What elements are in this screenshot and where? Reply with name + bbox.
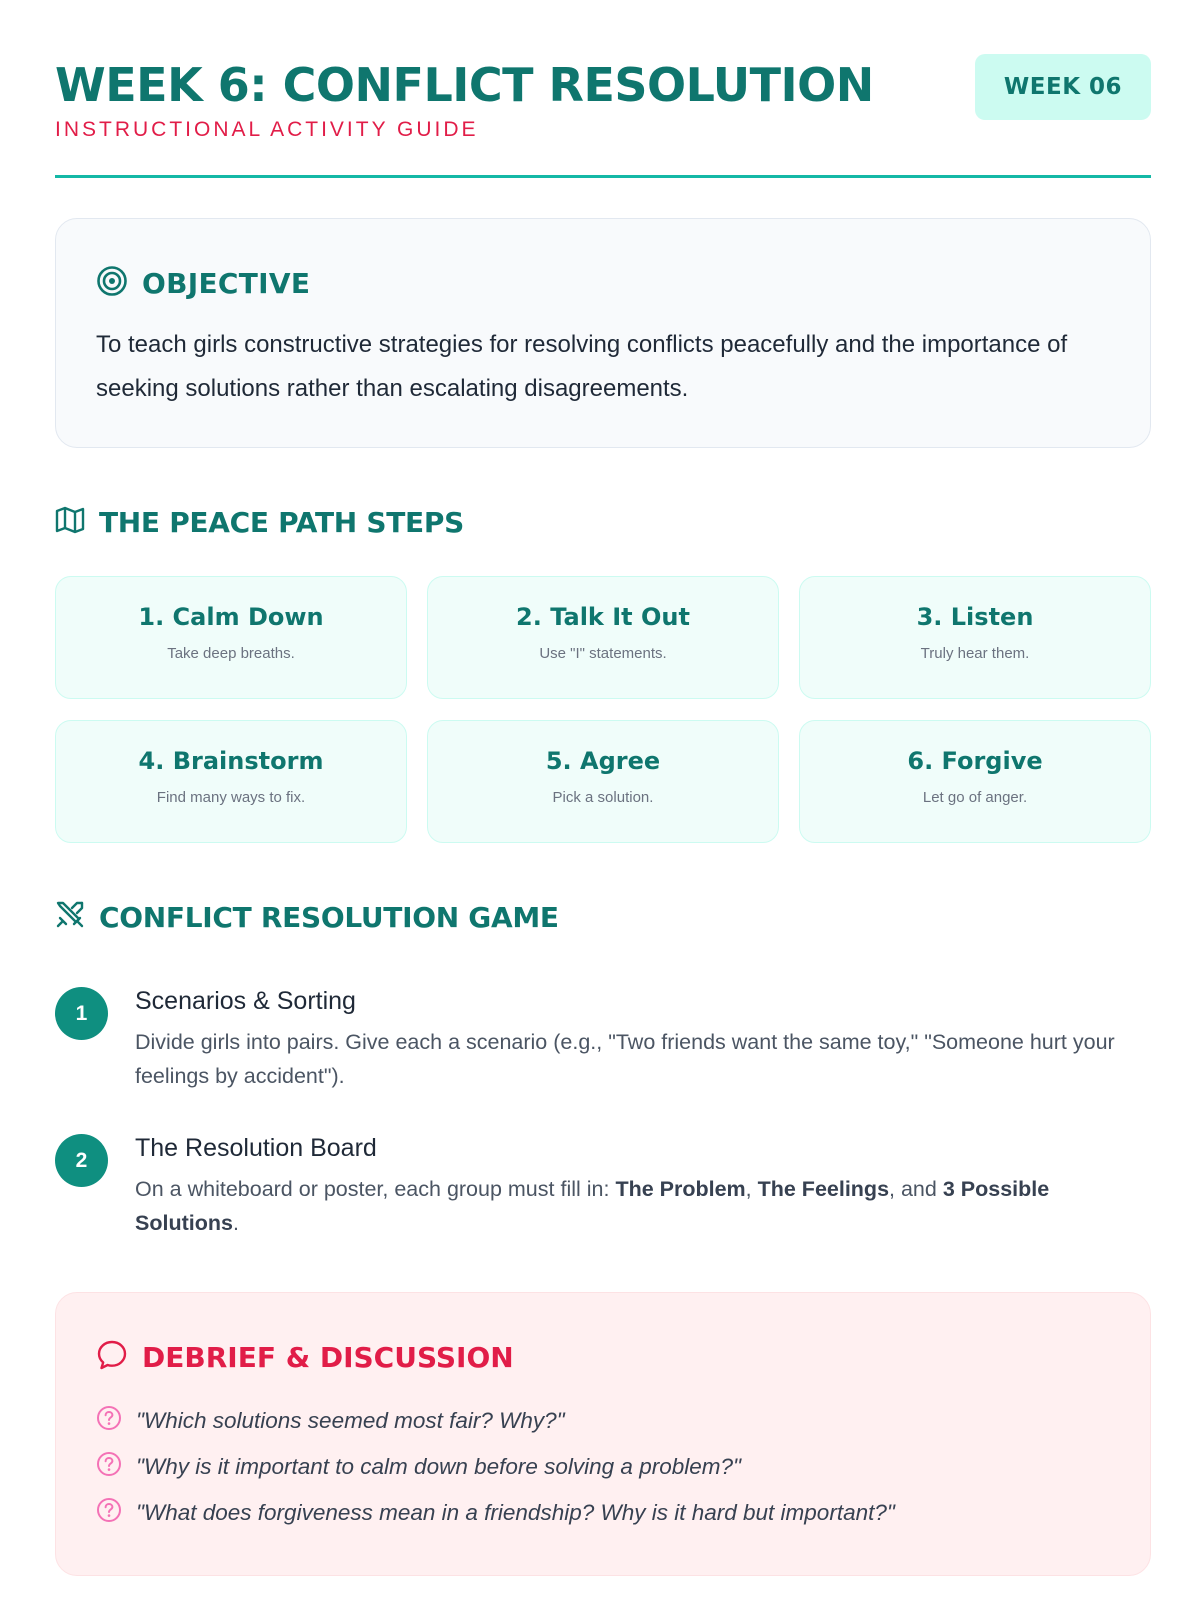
game-header (55, 900, 559, 935)
question-circle-icon (96, 1497, 122, 1528)
step-card (799, 576, 1151, 699)
step-description: Take deep breaths. (167, 645, 295, 662)
step-description: Pick a solution. (552, 789, 654, 806)
objective-text: To teach girls constructive strategies for resolving conflicts peacefully and the importance of seeking solutions rather than escalating disagreements. (96, 331, 1068, 402)
discussion-question (96, 1451, 741, 1482)
page-header (55, 52, 1151, 178)
target-icon (96, 265, 128, 302)
debrief-title: DEBRIEF & DISCUSSION (142, 1341, 514, 1374)
step-card (427, 576, 779, 699)
game-step-title: The Resolution Board (135, 1134, 377, 1162)
step-description: Let go of anger. (922, 789, 1028, 806)
step-card (55, 576, 407, 699)
objective-card (55, 218, 1151, 448)
step-title: 6. Forgive (907, 747, 1043, 775)
peace-path-header (55, 506, 464, 539)
peace-path-steps (55, 576, 1151, 843)
step-card (799, 720, 1151, 843)
game-step-description: Divide girls into pairs. Give each a scenario (e.g., "Two friends want the same toy," "Someone hurt your feelings by accident"). (135, 1030, 1115, 1088)
step-title: 2. Talk It Out (516, 603, 690, 631)
debrief-header (96, 1339, 514, 1376)
desc-separator: , (745, 1177, 758, 1201)
objective-header (96, 265, 310, 302)
objective-title: OBJECTIVE (142, 267, 311, 300)
discussion-question (96, 1405, 565, 1436)
week-badge: WEEK 06 (975, 54, 1151, 120)
peace-path-title: THE PEACE PATH STEPS (99, 506, 464, 539)
desc-suffix: . (232, 1211, 239, 1235)
question-text: "What does forgiveness mean in a friendship? Why is it hard but important?" (136, 1499, 895, 1525)
question-text: "Why is it important to calm down before solving a problem?" (136, 1453, 741, 1479)
game-step-title: Scenarios & Sorting (135, 987, 356, 1015)
page-subtitle: INSTRUCTIONAL ACTIVITY GUIDE (55, 118, 479, 141)
chat-bubble-icon (96, 1339, 128, 1376)
step-title: 1. Calm Down (138, 603, 324, 631)
debrief-card (55, 1292, 1151, 1576)
step-title: 5. Agree (545, 747, 661, 775)
bold-term-solutions: 3 Possible Solutions (135, 1177, 1050, 1235)
question-text: "Which solutions seemed most fair? Why?" (136, 1407, 565, 1433)
page-title: WEEK 6: CONFLICT RESOLUTION (55, 58, 874, 112)
map-icon (55, 506, 85, 539)
step-card (55, 720, 407, 843)
step-description: Truly hear them. (920, 645, 1030, 662)
activity-guide-page (55, 0, 1151, 1600)
step-title: 4. Brainstorm (138, 747, 324, 775)
bold-term-problem: The Problem (615, 1177, 746, 1201)
bold-term-feelings: The Feelings (757, 1177, 890, 1201)
discussion-question (96, 1497, 895, 1528)
step-description: Use "I" statements. (539, 645, 667, 662)
crossed-swords-icon (55, 900, 85, 935)
step-number-badge: 2 (55, 1134, 108, 1187)
step-title: 3. Listen (916, 603, 1034, 631)
game-title: CONFLICT RESOLUTION GAME (99, 901, 559, 934)
question-circle-icon (96, 1451, 122, 1482)
question-circle-icon (96, 1405, 122, 1436)
desc-separator: , and (889, 1177, 943, 1201)
game-step-description (135, 1172, 1151, 1240)
step-card (427, 720, 779, 843)
step-description: Find many ways to fix. (156, 789, 306, 806)
desc-text: On a whiteboard or poster, each group must fill in: (135, 1177, 616, 1201)
step-number-badge: 1 (55, 987, 108, 1040)
